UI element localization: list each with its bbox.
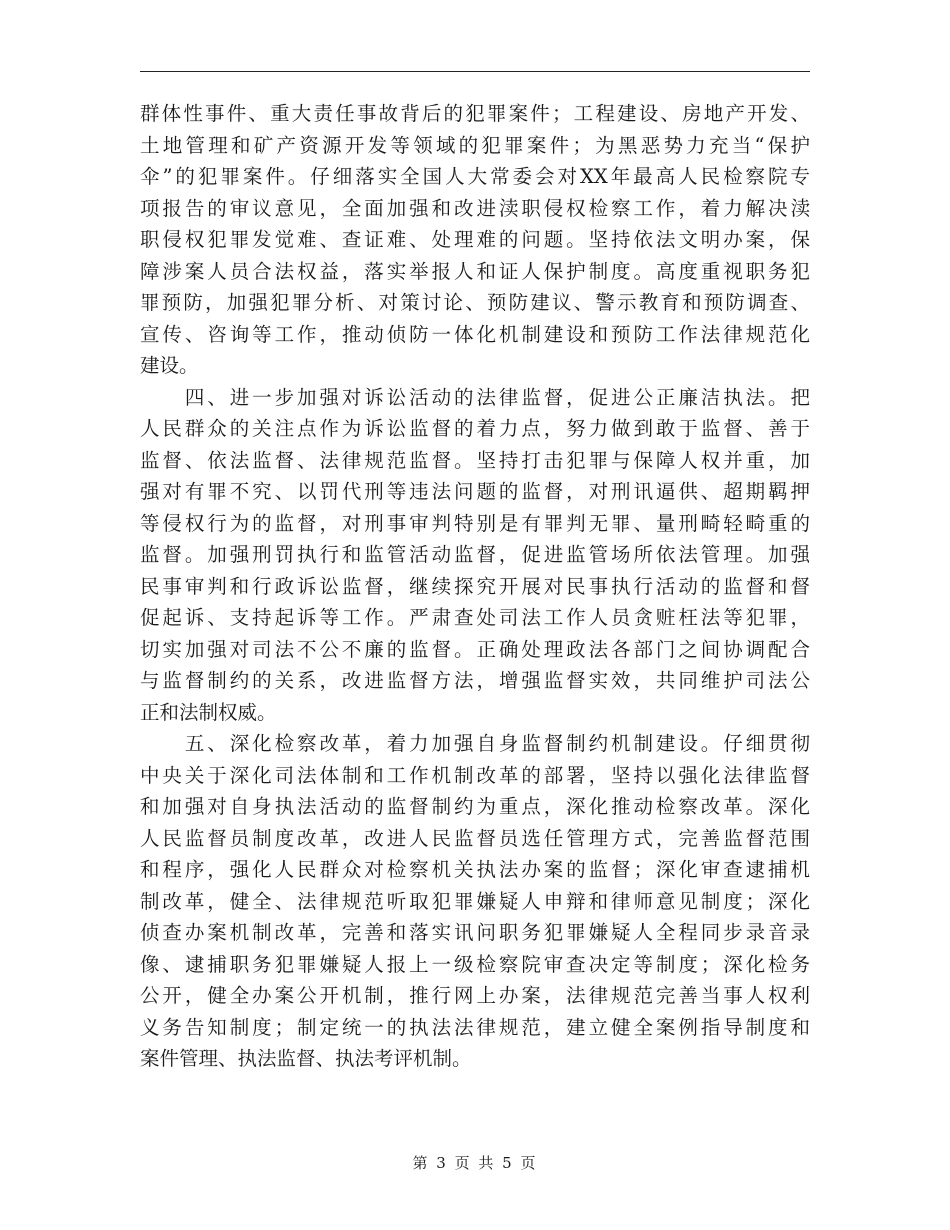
- text-line: 促起诉、支持起诉等工作。严肃查处司法工作人员贪赃枉法等犯罪，: [140, 606, 810, 629]
- text-line: 人民监督员制度改革，改进人民监督员选任管理方式，完善监督范围: [140, 826, 810, 850]
- text-line: 职侵权犯罪发觉难、查证难、处理难的问题。坚持依法文明办案，保: [140, 228, 810, 251]
- text-line: 宣传、咨询等工作，推动侦防一体化机制建设和预防工作法律规范化: [140, 322, 810, 346]
- text-line: 人民群众的关注点作为诉讼监督的着力点，努力做到敢于监督、善于: [140, 417, 810, 440]
- text-line: 四、进一步加强对诉讼活动的法律监督，促进公正廉洁执法。把: [140, 385, 810, 409]
- text-line: 五、深化检察改革，着力加强自身监督制约机制建设。仔细贯彻: [140, 732, 810, 755]
- text-line: 等侵权行为的监督，对刑事审判特别是有罪判无罪、量刑畸轻畸重的: [140, 511, 810, 535]
- text-line: 强对有罪不究、以罚代刑等违法问题的监督，对刑讯逼供、超期羁押: [140, 480, 810, 503]
- text-line: 障涉案人员合法权益，落实举报人和证人保护制度。高度重视职务犯: [140, 259, 810, 283]
- text-line: 公开，健全办案公开机制，推行网上办案，法律规范完善当事人权利: [140, 984, 810, 1007]
- header-rule: [140, 71, 810, 72]
- text-line: 案件管理、执法监督、执法考评机制。: [140, 1047, 472, 1070]
- text-line: 监督、依法监督、法律规范监督。坚持打击犯罪与保障人权并重，加: [140, 448, 810, 472]
- text-line: 像、逮捕职务犯罪嫌疑人报上一级检察院审查决定等制度；深化检务: [140, 952, 810, 976]
- text-line: 项报告的审议意见，全面加强和改进渎职侵权检察工作，着力解决渎: [140, 196, 810, 220]
- text-line: 和程序，强化人民群众对检察机关执法办案的监督；深化审查逮捕机: [140, 858, 810, 881]
- text-line: 侦查办案机制改革，完善和落实讯问职务犯罪嫌疑人全程同步录音录: [140, 921, 810, 944]
- text-line: 制改革，健全、法律规范听取犯罪嫌疑人申辩和律师意见制度；深化: [140, 889, 810, 913]
- text-line: 土地管理和矿产资源开发等领域的犯罪案件；为黑恶势力充当“保护: [140, 133, 810, 157]
- text-line: 民事审判和行政诉讼监督，继续探究开展对民事执行活动的监督和督: [140, 574, 810, 598]
- text-line: 监督。加强刑罚执行和监管活动监督，促进监管场所依法管理。加强: [140, 543, 810, 566]
- body-text: [140, 98, 810, 1075]
- text-line: 中央关于深化司法体制和工作机制改革的部署，坚持以强化法律监督: [140, 763, 810, 787]
- text-line: 义务告知制度；制定统一的执法法律规范，建立健全案例指导制度和: [140, 1015, 810, 1039]
- text-line: 与监督制约的关系，改进监督方法，增强监督实效，共同维护司法公: [140, 669, 810, 692]
- text-line: 切实加强对司法不公不廉的监督。正确处理政法各部门之间协调配合: [140, 637, 810, 661]
- text-line: 伞”的犯罪案件。仔细落实全国人大常委会对XX年最高人民检察院专: [140, 165, 810, 188]
- page-number-footer: 第 3 页 共 5 页: [412, 1154, 538, 1172]
- text-line: 正和法制权威。: [140, 700, 277, 724]
- text-line: 和加强对自身执法活动的监督制约为重点，深化推动检察改革。深化: [140, 795, 810, 818]
- text-line: 建设。: [140, 354, 199, 377]
- text-line: 群体性事件、重大责任事故背后的犯罪案件；工程建设、房地产开发、: [140, 102, 810, 125]
- text-line: 罪预防，加强犯罪分析、对策讨论、预防建议、警示教育和预防调查、: [140, 291, 810, 314]
